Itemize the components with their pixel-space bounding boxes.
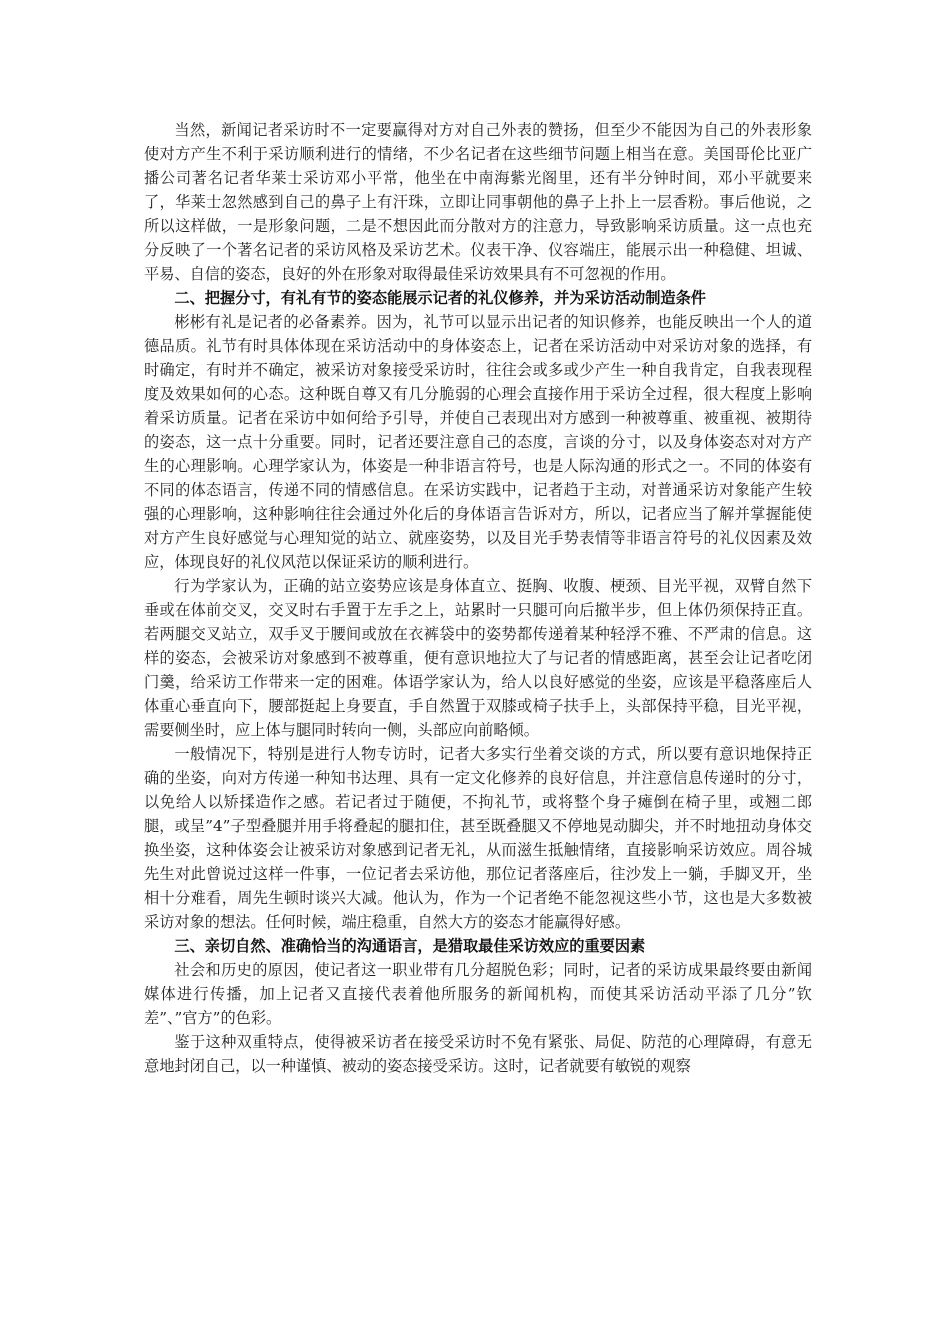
section-heading: 三、亲切自然、准确恰当的沟通语言，是猎取最佳采访效应的重要因素 bbox=[174, 937, 646, 955]
paragraph: 行为学家认为，正确的站立姿势应该是身体直立、挺胸、收腹、梗颈、目光平视，双臂自然下垂或在体前交叉，交叉时右手置于左手之上，站累时一只腿可向后撤半步，但上体仍须保持正直。若两腿交叉站立，双手叉于腰间或放在衣裤袋中的姿势都传递着某种轻浮不雅、不严肃的信息。这样的姿态，会被采访对象感到不被尊重，便有意识地拉大了与记者的情感距离，甚至会让记者吃闭门羹，给采访工作带来一定的困难。体语学家认为，给人以良好感觉的坐姿，应该是平稳落座后人体重心垂直向下，腰部挺起上身要直，手自然置于双膝或椅子扶手上，头部保持平稳，目光平视，需要侧坐时，应上体与腿同时转向一侧，头部应向前略倾。 bbox=[144, 577, 812, 739]
section-heading: 二、把握分寸，有礼有节的姿态能展示记者的礼仪修养，并为采访活动制造条件 bbox=[174, 289, 706, 307]
paragraph: 社会和历史的原因，使记者这一职业带有几分超脱色彩；同时，记者的采访成果最终要由新闻媒体进行传播，加上记者又直接代表着他所服务的新闻机构，而使其采访活动平添了几分”钦差”、”官方”的色彩。 bbox=[144, 961, 812, 1027]
document-body bbox=[144, 118, 812, 1078]
paragraph: 彬彬有礼是记者的必备素养。因为，礼节可以显示出记者的知识修养，也能反映出一个人的道德品质。礼节有时具体体现在采访活动中的身体姿态上，记者在采访活动中对采访对象的选择，有时确定，有时并不确定，被采访对象接受采访时，往往会或多或少产生一种自我肯定，自我表现程度及效果如何的心态。这种既自尊又有几分脆弱的心理会直接作用于采访全过程，很大程度上影响着采访质量。记者在采访中如何给予引导，并使自己表现出对方感到一种被尊重、被重视、被期待的姿态，这一点十分重要。同时，记者还要注意自己的态度，言谈的分寸，以及身体姿态对对方产生的心理影响。心理学家认为，体姿是一种非语言符号，也是人际沟通的形式之一。不同的体姿有不同的体态语言，传递不同的情感信息。在采访实践中，记者趋于主动，对普通采访对象能产生较强的心理影响，这种影响往往会通过外化后的身体语言告诉对方，所以，记者应当了解并掌握能使对方产生良好感觉与心理知觉的站立、就座姿势，以及目光手势表情等非语言符号的礼仪因素及效应，体现良好的礼仪风范以保证采访的顺利进行。 bbox=[144, 313, 812, 571]
paragraph: 一般情况下，特别是进行人物专访时，记者大多实行坐着交谈的方式，所以要有意识地保持正确的坐姿，向对方传递一种知书达理、具有一定文化修养的良好信息，并注意信息传递时的分寸，以免给人以矫揉造作之感。若记者过于随便，不拘礼节，或将整个身子瘫倒在椅子里，或翘二郎腿，或呈”4”子型叠腿并用手将叠起的腿扣住，甚至既叠腿又不停地晃动脚尖，并不时地扭动身体交换坐姿，这种体姿会让被采访对象感到记者无礼，从而滋生抵触情绪，直接影响采访效应。周谷城先生对此曾说过这样一件事，一位记者去采访他，那位记者落座后，往沙发上一躺，手脚叉开，坐相十分难看，周先生顿时谈兴大减。他认为，作为一个记者绝不能忽视这些小节，这也是大多数被采访对象的想法。任何时候，端庄稳重，自然大方的姿态才能赢得好感。 bbox=[144, 745, 812, 931]
paragraph: 鉴于这种双重特点，使得被采访者在接受采访时不免有紧张、局促、防范的心理障碍，有意无意地封闭自己，以一种谨慎、被动的姿态接受采访。这时，记者就要有敏锐的观察 bbox=[144, 1033, 812, 1075]
paragraph: 当然，新闻记者采访时不一定要赢得对方对自己外表的赞扬，但至少不能因为自己的外表形象使对方产生不利于采访顺利进行的情绪，不少名记者在这些细节问题上相当在意。美国哥伦比亚广播公司著名记者华莱士采访邓小平常，他坐在中南海紫光阁里，还有半分钟时间，邓小平就要来了，华莱士忽然感到自己的鼻子上有汗珠，立即让同事朝他的鼻子上扑上一层香粉。事后他说，之所以这样做，一是形象问题，二是不想因此而分散对方的注意力，导致影响采访质量。这一点也充分反映了一个著名记者的采访风格及采访艺术。仪表干净、仪容端庄，能展示出一种稳健、坦诚、平易、自信的姿态，良好的外在形象对取得最佳采访效果具有不可忽视的作用。 bbox=[144, 121, 812, 283]
